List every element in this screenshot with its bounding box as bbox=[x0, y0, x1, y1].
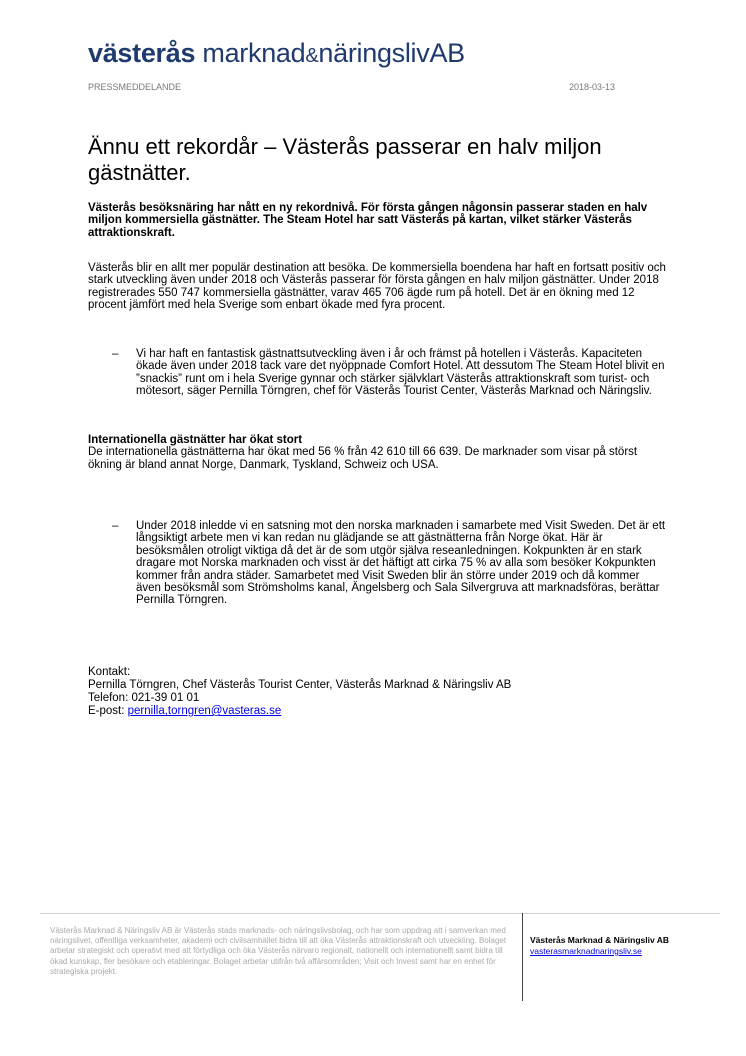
lead-paragraph: Västerås besöksnäring har nått en ny rekordnivå. För första gången någonsin passerar staden en halv miljon kommersiella gästnätter. The Steam Hotel har satt Västerås på kartan, vilket stärker Västerås attraktionskraft. bbox=[88, 202, 648, 239]
contact-email-row bbox=[88, 705, 511, 718]
footer-column-divider bbox=[522, 913, 523, 1001]
section-heading: Internationella gästnätter har ökat stort bbox=[88, 434, 303, 446]
logo-bold-text: västerås bbox=[88, 38, 196, 68]
footer-divider-line bbox=[40, 913, 720, 914]
logo-text-1: marknad bbox=[195, 38, 306, 68]
footer-website-link[interactable]: vasterasmarknadnaringsliv.se bbox=[530, 946, 642, 956]
logo-text-2: näringslivAB bbox=[318, 38, 465, 68]
quote-1-text: Vi har haft en fantastisk gästnattsutveckling även i år och främst på hotellen i Västerås. Kapaciteten ökade även under 2018 tack vare det nyöppnade Comfort Hotel. Att dessutom The Steam Hotel blivit en ”snackis” runt om i hela Sverige gynnar och stärker självklart Västerås attraktionskraft som turist- och mötesort, säger Pernilla Törngren, chef för Västerås Tourist Center, Västerås Marknad och Näringsliv. bbox=[136, 348, 665, 398]
contact-label: Kontakt: bbox=[88, 666, 131, 678]
document-type: PRESSMEDDELANDE bbox=[88, 82, 182, 92]
body-paragraph-2: De internationella gästnätterna har ökat med 56 % från 42 610 till 66 639. De marknader som visar på störst ökning är bland annat Norge, Danmark, Tyskland, Schweiz och USA. bbox=[88, 446, 638, 471]
footer-about-text: Västerås Marknad & Näringsliv AB är Västerås stads marknads- och näringslivsbolag, och har som uppdrag att i samverkan med näringslivet, offentliga verksamheter, akademi och civilsamhället bidra till att öka Västerås attraktionskraft och utveckling. Bolaget arbetar strategiskt och operativt med att förtydliga och öka Västerås närvaro regionalt, nationellt och internationellt samt bidra till ökad kunskap, fler besökare och etableringar. Bolaget arbetar utifrån två affärsområden; Visit och Invest samt har en enhet för strategiska projekt. bbox=[50, 926, 507, 976]
contact-email-label: E-post: bbox=[88, 705, 128, 717]
document-date: 2018-03-13 bbox=[569, 82, 616, 92]
contact-person: Pernilla Törngren, Chef Västerås Tourist Center, Västerås Marknad & Näringsliv AB bbox=[88, 679, 512, 691]
quote-2-text: Under 2018 inledde vi en satsning mot den norska marknaden i samarbete med Visit Sweden. Det är ett långsiktigt arbete men vi kan redan nu glädjande se att gästnätterna från Norge ökat. Här är besöksmålen otroligt viktiga då det är de som utgör själva reseanledningen. Kokpunkten är en stark dragare mot Norska marknaden och visst är det häftigt att cirka 75 % av alla som besöker Kokpunkten kommer från andra städer. Samarbetet med Visit Sweden blir än större under 2019 och då kommer även besöksmål som Strömsholms kanal, Ängelsberg och Sala Silvergruva att marknadsföras, berättar Pernilla Törngren. bbox=[136, 520, 666, 607]
contact-phone: Telefon: 021-39 01 01 bbox=[88, 692, 200, 704]
body-paragraph-1: Västerås blir en allt mer populär destination att besöka. De kommersiella boendena har haft en fortsatt positiv och stark utveckling även under 2018 och Västerås passerar för första gången en halv miljon gästnätter. Under 2018 registrerades 550 747 kommersiella gästnätter, varav 465 706 ägde rum på hotell. Det är en ökning med 12 procent jämfört med hela Sverige som enbart ökade med fyra procent. bbox=[88, 262, 666, 312]
international-section bbox=[88, 434, 668, 471]
quote-1-dash: – bbox=[112, 348, 119, 360]
logo-ampersand: & bbox=[305, 45, 319, 67]
quote-1 bbox=[112, 348, 666, 398]
quote-2 bbox=[112, 520, 666, 607]
company-logo bbox=[88, 38, 465, 69]
footer-company-name: Västerås Marknad & Näringsliv AB bbox=[530, 935, 670, 945]
contact-email-link[interactable]: pernilla,torngren@vasteras.se bbox=[127, 705, 282, 717]
quote-2-dash: – bbox=[112, 520, 119, 532]
contact-block bbox=[88, 666, 511, 718]
page-title: Ännu ett rekordår – Västerås passerar en halv miljon gästnätter. bbox=[88, 134, 602, 185]
